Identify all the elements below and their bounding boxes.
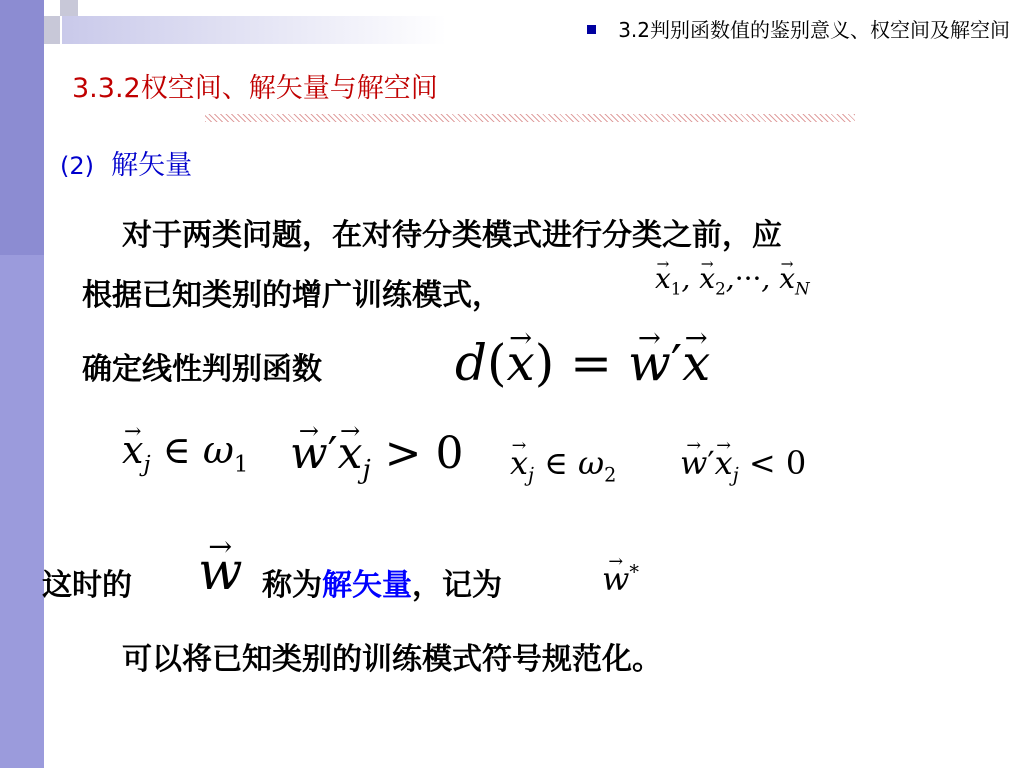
w-symbol-letter: → w [198,542,243,602]
class2-rule: → $w'\to x_j < 0$ [680,444,806,486]
noted-text: ，记为 [412,568,502,603]
decor-square [44,44,60,60]
subsection-number: (2) [60,152,94,180]
paragraph-line: 可以将已知类别的训练模式符号规范化。 [122,642,662,677]
subsection-heading [60,143,192,182]
decor-divider [205,114,855,122]
class2-condition: → $x_j$ ∈ $\omega_2$ [510,444,616,486]
header-label: 3.2判别函数值的鉴别意义、权空间及解空间 [618,18,1010,42]
paragraph-line: 对于两类问题，在对待分类模式进行分类之前，应 [122,218,782,253]
decor-square [60,0,78,16]
w-star-formula: → w* [602,560,639,598]
header-title [587,16,1010,44]
section-title: 3.3.2权空间、解矢量与解空间 [72,73,438,104]
paragraph3-text [262,560,502,604]
w-symbol [198,542,243,602]
class1-rule: → $w'\to x_j > 0$ [290,428,464,485]
called-text: 称为 [262,568,322,603]
decor-square [44,16,60,44]
paragraph3-prefix: 这时的 [42,568,132,603]
subsection-label: 解矢量 [111,150,193,181]
paragraph-line: 根据已知类别的增广训练模式， [82,278,502,313]
class1-condition: → $x_j$ ∈ $\omega_1$ [122,428,248,478]
term-highlight: 解矢量 [322,568,412,603]
samples-formula: → $x_1$, → $x_2,\cdot\cdot\cdot$, → $x_N$ [655,262,810,299]
left-decorative-bar-top [0,0,44,255]
decor-square [44,0,60,16]
bullet-icon [587,25,596,34]
paragraph-line: 确定线性判别函数 [82,352,322,387]
discriminant-formula: d(→ x) = → w′→ x [455,334,710,392]
